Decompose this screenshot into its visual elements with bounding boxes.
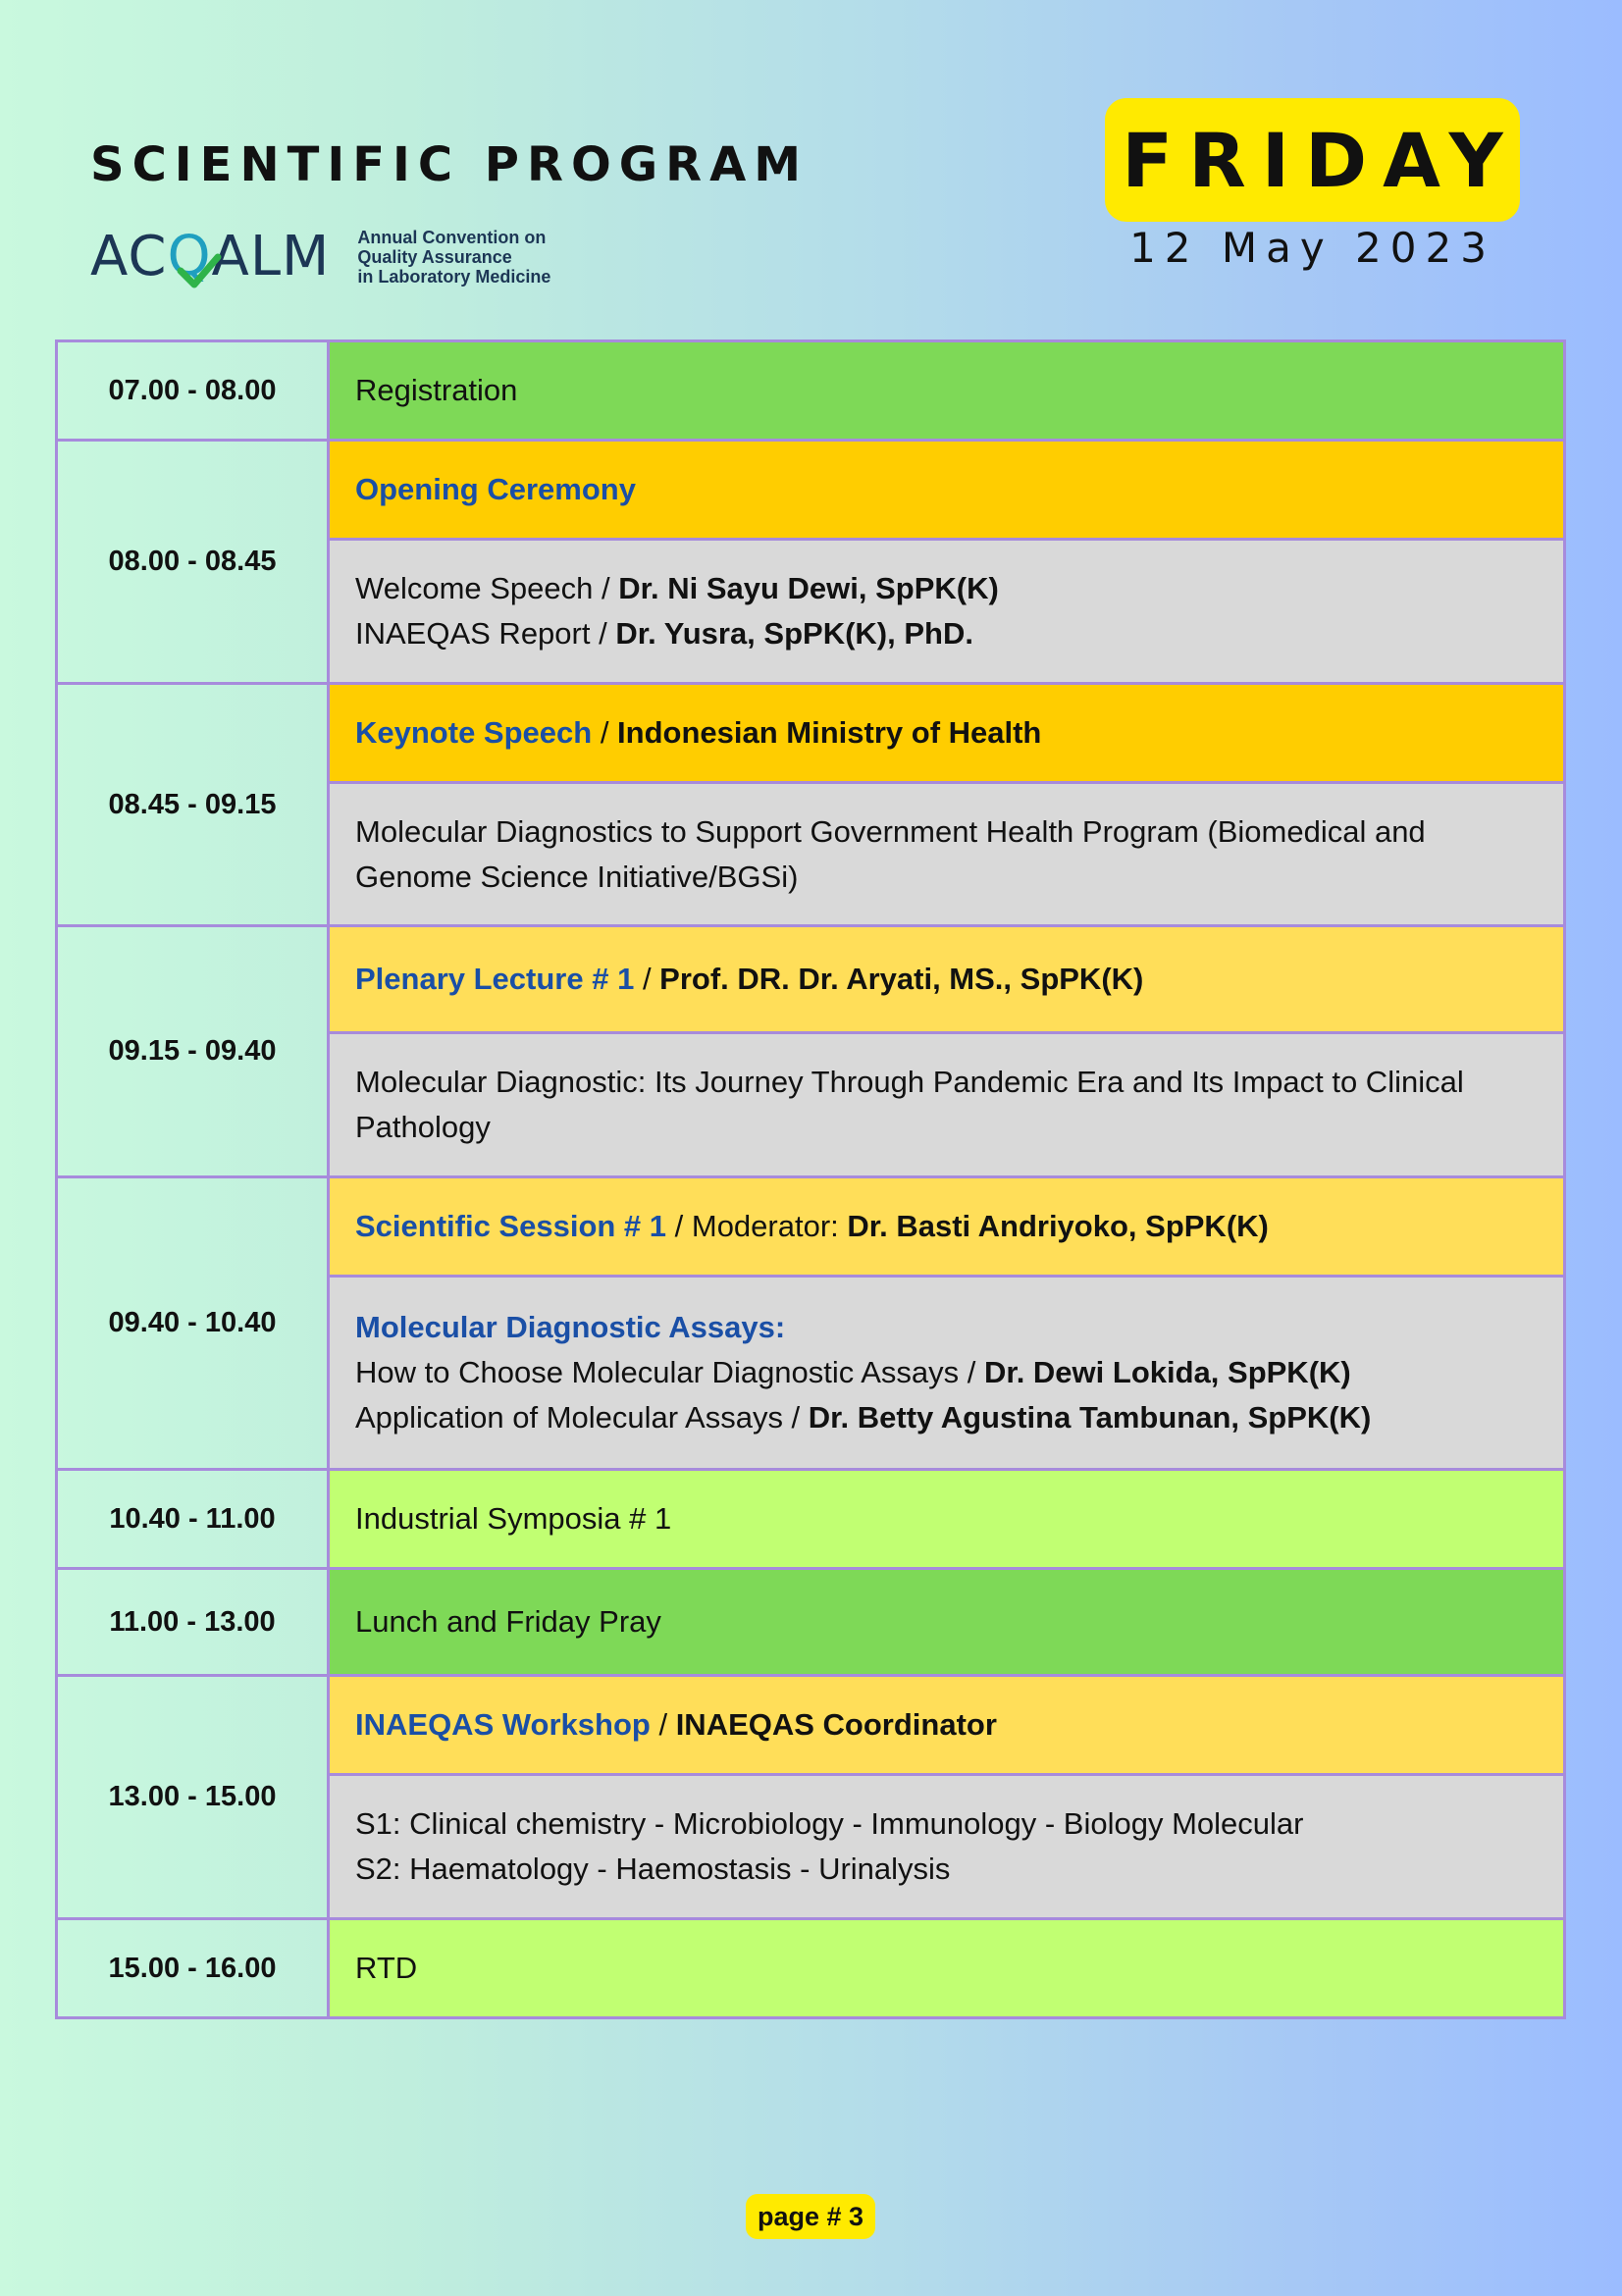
session-detail-scientific — [329, 1277, 1565, 1470]
speaker-name: INAEQAS Coordinator — [675, 1707, 997, 1742]
logo-subtitle-line: Quality Assurance — [357, 247, 512, 267]
table-row — [57, 1569, 1565, 1676]
session-detail-keynote — [329, 783, 1565, 926]
session-header-opening — [329, 441, 1565, 540]
table-row — [57, 684, 1565, 783]
table-row — [57, 341, 1565, 441]
separator: / — [634, 962, 660, 996]
time-slot: 13.00 - 15.00 — [57, 1676, 329, 1919]
table-row — [57, 1919, 1565, 2018]
speaker-name: Dr. Betty Agustina Tambunan, SpPK(K) — [808, 1400, 1372, 1435]
detail-line — [355, 1350, 1538, 1395]
session-title: INAEQAS Workshop — [355, 1707, 651, 1742]
time-slot: 07.00 - 08.00 — [57, 341, 329, 441]
table-row — [57, 1177, 1565, 1277]
session-detail-opening — [329, 540, 1565, 684]
session-title: Scientific Session # 1 — [355, 1209, 667, 1243]
session-header-plenary — [329, 926, 1565, 1033]
time-slot: 09.15 - 09.40 — [57, 926, 329, 1177]
table-row — [57, 1470, 1565, 1569]
logo-subtitle — [357, 228, 632, 287]
detail-line — [355, 1395, 1538, 1440]
speaker-name: Indonesian Ministry of Health — [617, 715, 1042, 750]
logo-wordmark-right: ALM — [211, 225, 331, 288]
session-rtd: RTD — [329, 1919, 1565, 2018]
detail-line — [355, 611, 1538, 656]
talk-label: INAEQAS Report / — [355, 616, 616, 651]
workshop-line: S2: Haematology - Haemostasis - Urinalysis — [355, 1852, 951, 1886]
topic-line: Molecular Diagnostic: Its Journey Through Pandemic Era and Its Impact to Clinical — [355, 1065, 1464, 1099]
topic-line: Molecular Diagnostics to Support Government Health Program (Biomedical and — [355, 813, 1426, 849]
session-title: Plenary Lecture # 1 — [355, 962, 635, 996]
topic-line: Genome Science Initiative/BGSi) — [355, 859, 799, 894]
time-slot: 11.00 - 13.00 — [57, 1569, 329, 1676]
session-detail-workshop — [329, 1775, 1565, 1919]
logo-wordmark — [90, 225, 331, 288]
session-header-workshop — [329, 1676, 1565, 1775]
page-number: page # 3 — [746, 2194, 875, 2239]
schedule-table — [55, 339, 1566, 2019]
session-lunch: Lunch and Friday Pray — [329, 1569, 1565, 1676]
speaker-name: Prof. DR. Dr. Aryati, MS., SpPK(K) — [659, 962, 1144, 996]
talk-label: Welcome Speech / — [355, 571, 619, 605]
detail-line — [355, 566, 1538, 611]
logo-wordmark-o — [167, 225, 212, 288]
logo-subtitle-line: in Laboratory Medicine — [357, 267, 551, 287]
speaker-name: Dr. Dewi Lokida, SpPK(K) — [983, 1355, 1351, 1389]
workshop-line: S1: Clinical chemistry - Microbiology - Immunology - Biology Molecular — [355, 1806, 1304, 1841]
session-header-keynote — [329, 684, 1565, 783]
logo-subtitle-line: Annual Convention on — [357, 228, 547, 247]
talk-label: How to Choose Molecular Diagnostic Assays / — [355, 1355, 984, 1389]
page-title: SCIENTIFIC PROGRAM — [90, 137, 810, 192]
acqalm-logo — [90, 218, 632, 296]
session-detail-plenary — [329, 1033, 1565, 1177]
logo-wordmark-o-letter: Q — [167, 225, 212, 288]
time-slot: 08.45 - 09.15 — [57, 684, 329, 926]
session-header-scientific — [329, 1177, 1565, 1277]
time-slot: 09.40 - 10.40 — [57, 1177, 329, 1470]
talk-label: Application of Molecular Assays / — [355, 1400, 809, 1435]
checkmark-icon — [177, 251, 222, 290]
event-date: 12 May 2023 — [1129, 224, 1495, 272]
session-subtitle: Molecular Diagnostic Assays: — [355, 1310, 786, 1344]
topic-line: Pathology — [355, 1110, 491, 1144]
table-row — [57, 926, 1565, 1033]
time-slot: 15.00 - 16.00 — [57, 1919, 329, 2018]
time-slot: 10.40 - 11.00 — [57, 1470, 329, 1569]
separator: / — [650, 1707, 676, 1742]
table-row — [57, 1676, 1565, 1775]
separator: / — [592, 715, 618, 750]
time-slot: 08.00 - 08.45 — [57, 441, 329, 684]
logo-wordmark-left: AC — [90, 225, 168, 288]
session-symposia: Industrial Symposia # 1 — [329, 1470, 1565, 1569]
session-registration: Registration — [329, 341, 1565, 441]
moderator-name: Dr. Basti Andriyoko, SpPK(K) — [847, 1209, 1269, 1243]
moderator-label: / Moderator: — [666, 1209, 848, 1243]
session-title: Opening Ceremony — [355, 472, 636, 506]
speaker-name: Dr. Ni Sayu Dewi, SpPK(K) — [618, 571, 999, 605]
session-title: Keynote Speech — [355, 715, 593, 750]
speaker-name: Dr. Yusra, SpPK(K), PhD. — [615, 616, 973, 651]
day-badge: FRIDAY — [1105, 98, 1520, 222]
table-row — [57, 441, 1565, 540]
